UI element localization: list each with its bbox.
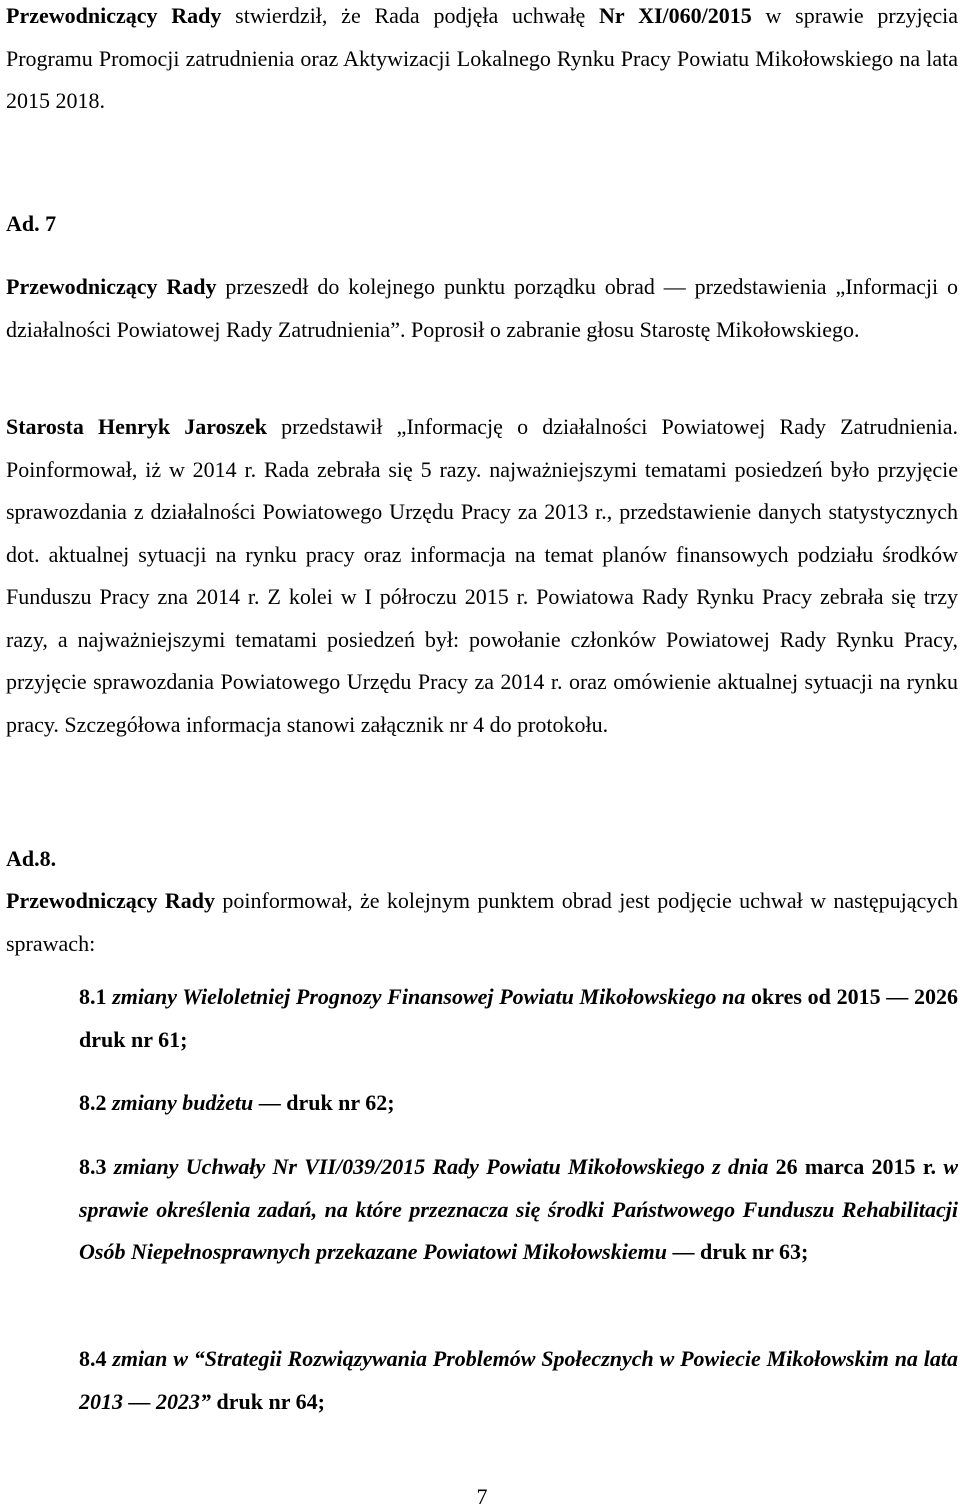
- speaker-name: Przewodniczący Rady: [6, 888, 216, 913]
- page-number: 7: [476, 1484, 488, 1509]
- section-heading-ad8: Ad.8.: [6, 846, 57, 871]
- item-number: 8.1: [79, 984, 107, 1009]
- document-page: [6, 0, 958, 1510]
- paragraph-ad7-intro: Przewodniczący Rady przeszedł do kolejnego punktu porządku obrad ― przedstawienia „Informacji o działalności Powiatowej Rady Zatrudnienia”. Poprosił o zabranie głosu Starostę Mikołowskiego.: [6, 274, 958, 342]
- paragraph-resolution: Przewodniczący Rady stwierdził, że Rada podjęła uchwałę Nr XI/060/2015 w sprawie przyjęcia Programu Promocji zatrudnienia oraz Aktywizacji Lokalnego Rynku Pracy Powiatu Mikołowskiego na lata 2015 2018.: [6, 3, 958, 113]
- paragraph-starosta: Starosta Henryk Jaroszek przedstawił „Informację o działalności Powiatowej Rady Zatrudnienia. Poinformował, iż w 2014 r. Rada zebrała się 5 razy. najważniejszymi tematami posiedzeń było przyjęcie sprawozdania z działalności Powiatowego Urzędu Pracy za 2013 r., przedstawienie danych statystycznych dot. aktualnej sytuacji na rynku pracy oraz informacja na temat planów finansowych podziału środków Funduszu Pracy zna 2014 r. Z kolei w I półroczu 2015 r. Powiatowa Rady Rynku Pracy zebrała się trzy razy, a najważniejszymi tematami posiedzeń był: powołanie członków Powiatowej Rady Rynku Pracy, przyjęcie sprawozdania Powiatowego Urzędu Pracy za 2014 r. oraz omówienie aktualnej sytuacji na rynku pracy. Szczegółowa informacja stanowi załącznik nr 4 do protokołu.: [6, 414, 959, 737]
- section-heading-ad7: Ad. 7: [6, 211, 57, 236]
- speaker-name: Przewodniczący Rady: [6, 274, 217, 299]
- item-number: 8.2: [79, 1090, 107, 1115]
- item-number: 8.3: [79, 1154, 107, 1179]
- list-item-8-1: 8.1 zmiany Wieloletniej Prognozy Finansowej Powiatu Mikołowskiego na okres od 2015 ― 2026 druk nr 61;: [79, 984, 958, 1052]
- list-item-8-3: 8.3 zmiany Uchwały Nr VII/039/2015 Rady Powiatu Mikołowskiego z dnia 26 marca 2015 r. w sprawie określenia zadań, na które przeznacza się środki Państwowego Funduszu Rehabilitacji Osób Niepełnosprawnych przekazane Powiatowi Mikołowskiemu ― druk nr 63;: [79, 1154, 958, 1264]
- paragraph-ad8-intro: Przewodniczący Rady poinformował, że kolejnym punktem obrad jest podjęcie uchwał w następujących sprawach:: [6, 888, 958, 956]
- resolution-number: Nr XI/060/2015: [599, 3, 752, 28]
- list-item-8-4: 8.4 zmian w “Strategii Rozwiązywania Problemów Społecznych w Powiecie Mikołowskim na lata 2013 ― 2023” druk nr 64;: [79, 1346, 958, 1414]
- speaker-name: Starosta Henryk Jaroszek: [6, 414, 267, 439]
- item-number: 8.4: [79, 1346, 107, 1371]
- list-item-8-2: 8.2 zmiany budżetu ― druk nr 62;: [79, 1090, 395, 1115]
- speaker-name: Przewodniczący Rady: [6, 3, 222, 28]
